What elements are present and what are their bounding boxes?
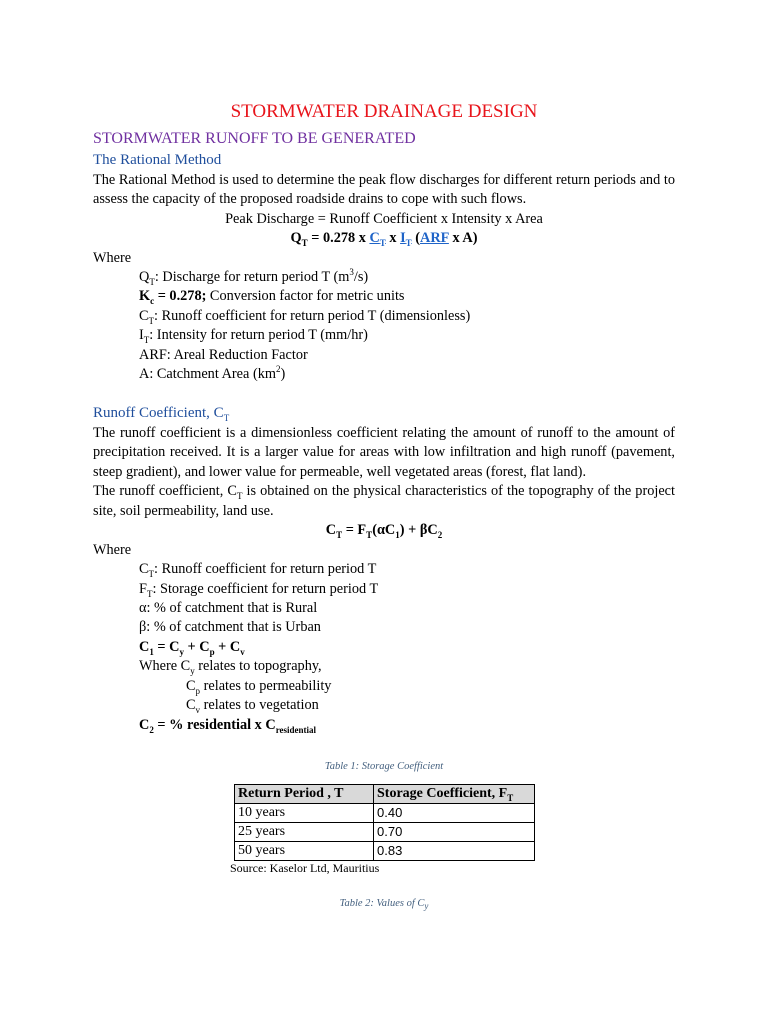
cell-value: 0.70 — [374, 822, 535, 841]
def-alpha: α: % of catchment that is Rural — [139, 600, 318, 617]
cell-value: 0.40 — [374, 803, 535, 822]
cell-value: 0.83 — [374, 841, 535, 860]
document-title: STORMWATER DRAINAGE DESIGN — [230, 101, 538, 122]
header-return-period: Return Period , T — [235, 784, 374, 803]
table-row — [235, 822, 535, 841]
def-it: $I_T$: Intensity for return period T (mm/hr) — [139, 327, 368, 345]
table-2-caption: Table 2: Values of $C_y$ — [339, 897, 429, 911]
document-page — [93, 98, 675, 909]
where-label: Where — [93, 249, 132, 266]
rational-method-heading: The Rational Method — [93, 152, 222, 168]
where-label-2: Where — [93, 541, 132, 558]
def-ct: $C_T$: Runoff coefficient for return period T (dimensionless) — [139, 307, 471, 326]
runoff-paragraph-1: The runoff coefficient is a dimensionless coefficient relating the amount of runoff to the amount of precipitation received. It is a larger value for areas with low infiltration and high runoff (pavement, steep gradient), and lower value for permeable, well vegetated areas (forest, flat land). — [93, 424, 675, 480]
def-kc: $K_c = 0.278$; Conversion factor for metric units — [139, 288, 405, 307]
runoff-coefficient-heading: Runoff Coefficient, $C_T$ — [93, 405, 230, 424]
def-cp: $C_p$ relates to permeability — [186, 677, 332, 696]
runoff-paragraph-2: The runoff coefficient, $C_T$ is obtained on the physical characteristics of the topography of the project site, soil permeability, land use. — [93, 483, 675, 519]
it-link[interactable]: $I_T$ — [400, 230, 412, 248]
cell-period: 10 years — [235, 803, 374, 822]
cell-period: 50 years — [235, 841, 374, 860]
def-c1: $C_1 = C_y + C_p + C_v$ — [139, 638, 245, 657]
arf-link[interactable]: ARF — [420, 230, 449, 246]
ct-link[interactable]: $C_T$ — [369, 230, 386, 248]
peak-discharge-formula: Peak Discharge = Runoff Coefficient x Intensity x Area — [225, 210, 543, 227]
def-c2: $C_2$ = % residential x $C_{residential}$ — [139, 716, 317, 735]
table-row — [235, 841, 535, 860]
table-1-source: Source: Kaselor Ltd, Mauritius — [230, 860, 380, 875]
def-area: A: Catchment Area $(km^2)$ — [139, 364, 286, 382]
storage-coefficient-table — [234, 784, 535, 861]
table-1-caption: Table 1: Storage Coefficient — [324, 760, 444, 772]
table-row — [235, 803, 535, 822]
table-header-row — [235, 784, 535, 803]
def-cv: $C_v$ relates to vegetation — [186, 697, 319, 715]
def-runoff-ct: $C_T$: Runoff coefficient for return period T — [139, 561, 377, 580]
def-qt: $Q_T$: Discharge for return period T $(m^3/s)$ — [139, 267, 369, 287]
def-beta: β: % of catchment that is Urban — [139, 619, 321, 636]
rational-method-paragraph: The Rational Method is used to determine the peak flow discharges for different return periods and to assess the capacity of the proposed roadside drains to cope with such flows. — [93, 171, 675, 207]
section-heading: STORMWATER RUNOFF TO BE GENERATED — [93, 130, 416, 147]
def-cy: Where $C_y$ relates to topography, — [139, 658, 322, 677]
def-ft: $F_T$: Storage coefficient for return period T — [139, 580, 379, 599]
def-arf: ARF: Areal Reduction Factor — [139, 346, 308, 363]
header-storage-coefficient: Storage Coefficient, $F_T$ — [374, 784, 535, 803]
rational-equation: $Q_T = 0.278$ x $C_T$ x $I_T$ (ARF x A) — [290, 230, 478, 248]
cell-period: 25 years — [235, 822, 374, 841]
runoff-equation: $C_T = F_T(\alpha C_1) + \beta C_2$ — [325, 522, 443, 541]
